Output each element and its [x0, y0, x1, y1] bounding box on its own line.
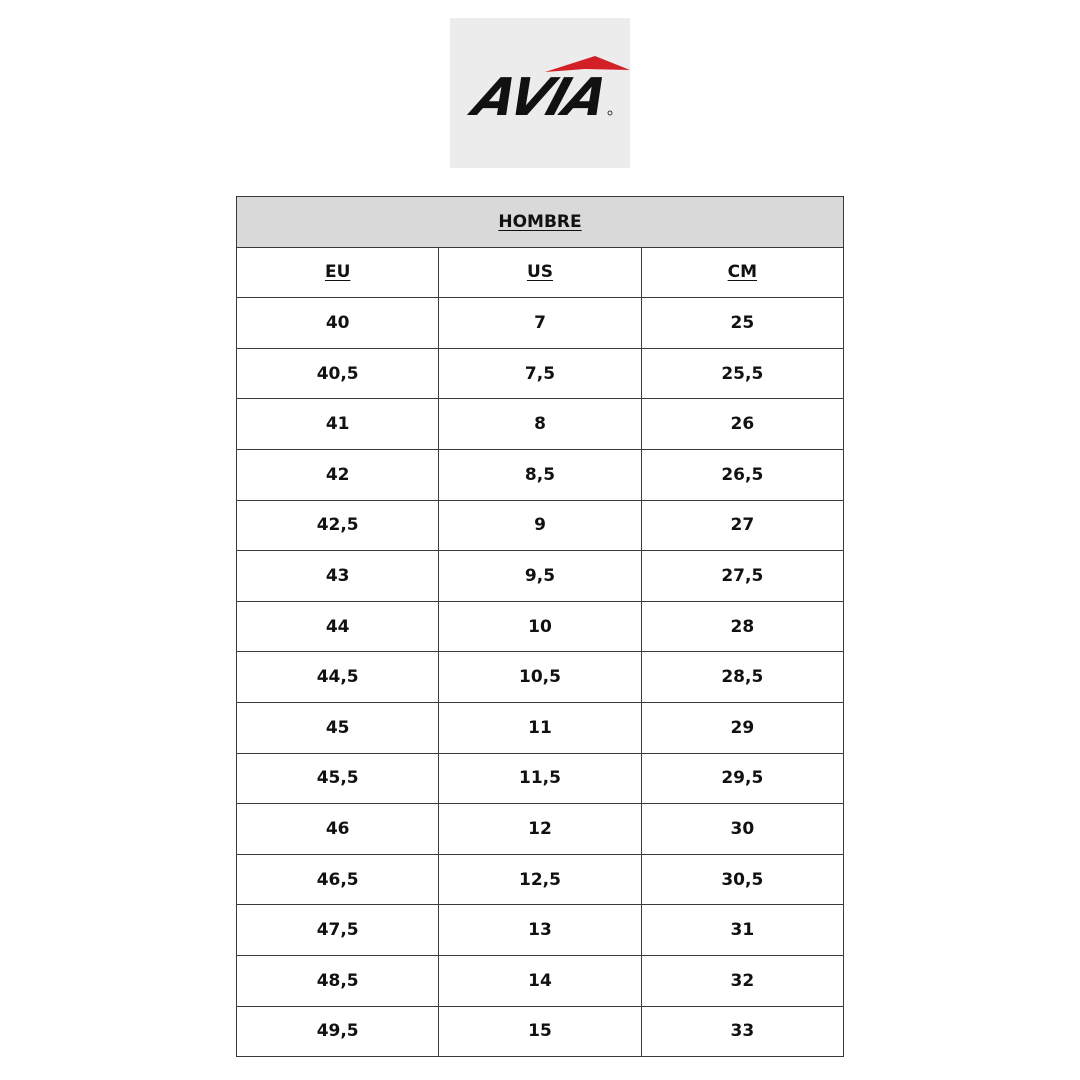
eu-cell: 45,5 — [237, 753, 439, 804]
cm-cell: 30 — [641, 804, 843, 855]
eu-cell: 45 — [237, 702, 439, 753]
cm-cell: 27,5 — [641, 551, 843, 602]
cm-cell: 26,5 — [641, 449, 843, 500]
table-row — [237, 601, 844, 652]
us-cell: 15 — [439, 1006, 641, 1057]
us-cell: 13 — [439, 905, 641, 956]
table-row — [237, 500, 844, 551]
column-header-eu: EU — [237, 247, 439, 298]
avia-logo-icon — [450, 18, 630, 168]
us-cell: 11,5 — [439, 753, 641, 804]
cm-cell: 29 — [641, 702, 843, 753]
table-row — [237, 702, 844, 753]
us-cell: 11 — [439, 702, 641, 753]
table-row — [237, 854, 844, 905]
column-header-cm: CM — [641, 247, 843, 298]
us-cell: 9 — [439, 500, 641, 551]
table-title-text: HOMBRE — [498, 211, 582, 232]
table-row — [237, 753, 844, 804]
table-row — [237, 551, 844, 602]
us-cell: 12,5 — [439, 854, 641, 905]
table-row — [237, 399, 844, 450]
cm-cell: 25 — [641, 298, 843, 349]
column-header-row — [237, 247, 844, 298]
table-title-row — [237, 197, 844, 248]
brand-logo — [450, 18, 630, 168]
eu-cell: 42 — [237, 449, 439, 500]
cm-cell: 33 — [641, 1006, 843, 1057]
us-cell: 14 — [439, 955, 641, 1006]
cm-cell: 31 — [641, 905, 843, 956]
eu-cell: 46,5 — [237, 854, 439, 905]
table-row — [237, 804, 844, 855]
us-cell: 10,5 — [439, 652, 641, 703]
table-row — [237, 348, 844, 399]
cm-cell: 28 — [641, 601, 843, 652]
cm-cell: 27 — [641, 500, 843, 551]
us-cell: 12 — [439, 804, 641, 855]
cm-cell: 32 — [641, 955, 843, 1006]
cm-cell: 26 — [641, 399, 843, 450]
table-title — [237, 197, 844, 248]
eu-cell: 47,5 — [237, 905, 439, 956]
us-cell: 8,5 — [439, 449, 641, 500]
eu-cell: 41 — [237, 399, 439, 450]
eu-cell: 40,5 — [237, 348, 439, 399]
table-row — [237, 905, 844, 956]
table-row — [237, 449, 844, 500]
cm-cell: 30,5 — [641, 854, 843, 905]
eu-cell: 44,5 — [237, 652, 439, 703]
column-header-us: US — [439, 247, 641, 298]
eu-cell: 43 — [237, 551, 439, 602]
us-cell: 8 — [439, 399, 641, 450]
eu-cell: 42,5 — [237, 500, 439, 551]
eu-cell: 44 — [237, 601, 439, 652]
us-cell: 9,5 — [439, 551, 641, 602]
eu-cell: 49,5 — [237, 1006, 439, 1057]
us-cell: 7,5 — [439, 348, 641, 399]
table-row — [237, 652, 844, 703]
table-row — [237, 298, 844, 349]
cm-cell: 29,5 — [641, 753, 843, 804]
cm-cell: 25,5 — [641, 348, 843, 399]
us-cell: 7 — [439, 298, 641, 349]
eu-cell: 48,5 — [237, 955, 439, 1006]
cm-cell: 28,5 — [641, 652, 843, 703]
table-row — [237, 1006, 844, 1057]
us-cell: 10 — [439, 601, 641, 652]
size-chart-table — [236, 196, 844, 1057]
table-row — [237, 955, 844, 1006]
logo-wordmark: AVIA — [466, 66, 615, 128]
eu-cell: 40 — [237, 298, 439, 349]
eu-cell: 46 — [237, 804, 439, 855]
